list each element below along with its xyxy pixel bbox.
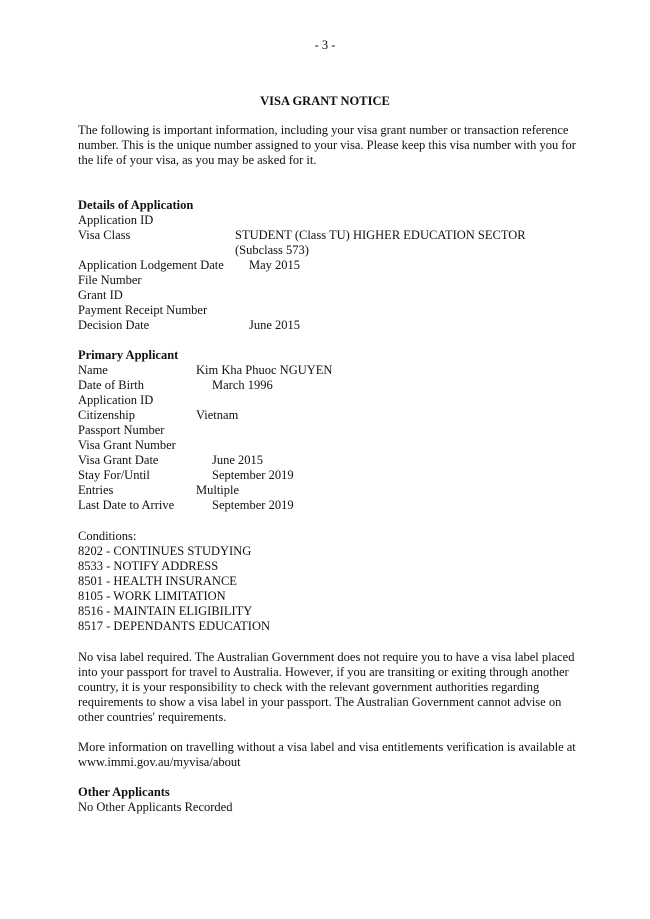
conditions-section [78, 529, 578, 634]
grant-date-value: June 2015 [212, 453, 264, 467]
lodgement-date-label: Application Lodgement Date [78, 258, 224, 272]
visa-class-value: STUDENT (Class TU) HIGHER EDUCATION SECTOR (Subclass 573) [235, 228, 526, 257]
stay-row [78, 468, 578, 483]
document-title: VISA GRANT NOTICE [260, 94, 390, 108]
primary-applicant-heading: Primary Applicant [78, 348, 179, 362]
more-info-paragraph: More information on travelling without a visa label and visa entitlements verification is available at www.immi.gov.au/myvisa/about [78, 740, 576, 769]
name-label: Name [78, 363, 108, 377]
lodgement-date-row [78, 258, 578, 273]
dob-row [78, 378, 578, 393]
condition-item: 8105 - WORK LIMITATION [78, 589, 226, 603]
name-value: Kim Kha Phuoc NGUYEN [196, 363, 333, 377]
name-row [78, 363, 578, 378]
grant-number-label: Visa Grant Number [78, 438, 176, 452]
decision-date-row [78, 318, 578, 333]
citizenship-value: Vietnam [196, 408, 239, 422]
details-of-application-section [78, 198, 578, 333]
grant-date-row [78, 453, 578, 468]
citizenship-label: Citizenship [78, 408, 135, 422]
condition-item: 8501 - HEALTH INSURANCE [78, 574, 237, 588]
other-applicants-section [78, 785, 578, 815]
last-date-value: September 2019 [212, 498, 294, 512]
other-applicants-value: No Other Applicants Recorded [78, 800, 233, 814]
last-date-label: Last Date to Arrive [78, 498, 175, 512]
primary-application-id-row [78, 393, 578, 408]
stay-value: September 2019 [212, 468, 294, 482]
lodgement-date-value: May 2015 [249, 258, 301, 272]
condition-item: 8202 - CONTINUES STUDYING [78, 544, 252, 558]
passport-row [78, 423, 578, 438]
citizenship-row [78, 408, 578, 423]
other-applicants-heading: Other Applicants [78, 785, 170, 799]
dob-value: March 1996 [212, 378, 273, 392]
intro-paragraph: The following is important information, including your visa grant number or transaction reference number. This is the unique number assigned to your visa. Please keep this visa number with you for the life of your visa, as you may be asked for it. [78, 123, 576, 167]
condition-item: 8533 - NOTIFY ADDRESS [78, 559, 219, 573]
decision-date-value: June 2015 [249, 318, 301, 332]
payment-receipt-row [78, 303, 578, 318]
conditions-heading: Conditions: [78, 529, 137, 543]
passport-label: Passport Number [78, 423, 165, 437]
entries-label: Entries [78, 483, 114, 497]
decision-date-label: Decision Date [78, 318, 150, 332]
application-id-label: Application ID [78, 213, 154, 227]
dob-label: Date of Birth [78, 378, 144, 392]
condition-item: 8517 - DEPENDANTS EDUCATION [78, 619, 271, 633]
condition-item: 8516 - MAINTAIN ELIGIBILITY [78, 604, 253, 618]
primary-application-id-label: Application ID [78, 393, 154, 407]
grant-id-row [78, 288, 578, 303]
visa-class-label: Visa Class [78, 228, 131, 242]
file-number-label: File Number [78, 273, 142, 287]
grant-number-row [78, 438, 578, 453]
details-heading: Details of Application [78, 198, 194, 212]
entries-row [78, 483, 578, 498]
last-date-row [78, 498, 578, 513]
stay-label: Stay For/Until [78, 468, 150, 482]
visa-class-row [78, 228, 578, 258]
entries-value: Multiple [196, 483, 240, 497]
payment-receipt-label: Payment Receipt Number [78, 303, 208, 317]
page-number: - 3 - [314, 38, 336, 52]
grant-date-label: Visa Grant Date [78, 453, 159, 467]
no-visa-label-paragraph: No visa label required. The Australian Government does not require you to have a visa label placed into your passport for travel to Australia. However, if you are transiting or exiting through another country, it is your responsibility to check with the relevant government authorities regarding requirements to show a visa label in your passport. The Australian Government cannot advise on other countries' requirements. [78, 650, 575, 724]
primary-applicant-section [78, 348, 578, 513]
application-id-row [78, 213, 578, 228]
file-number-row [78, 273, 578, 288]
grant-id-label: Grant ID [78, 288, 123, 302]
